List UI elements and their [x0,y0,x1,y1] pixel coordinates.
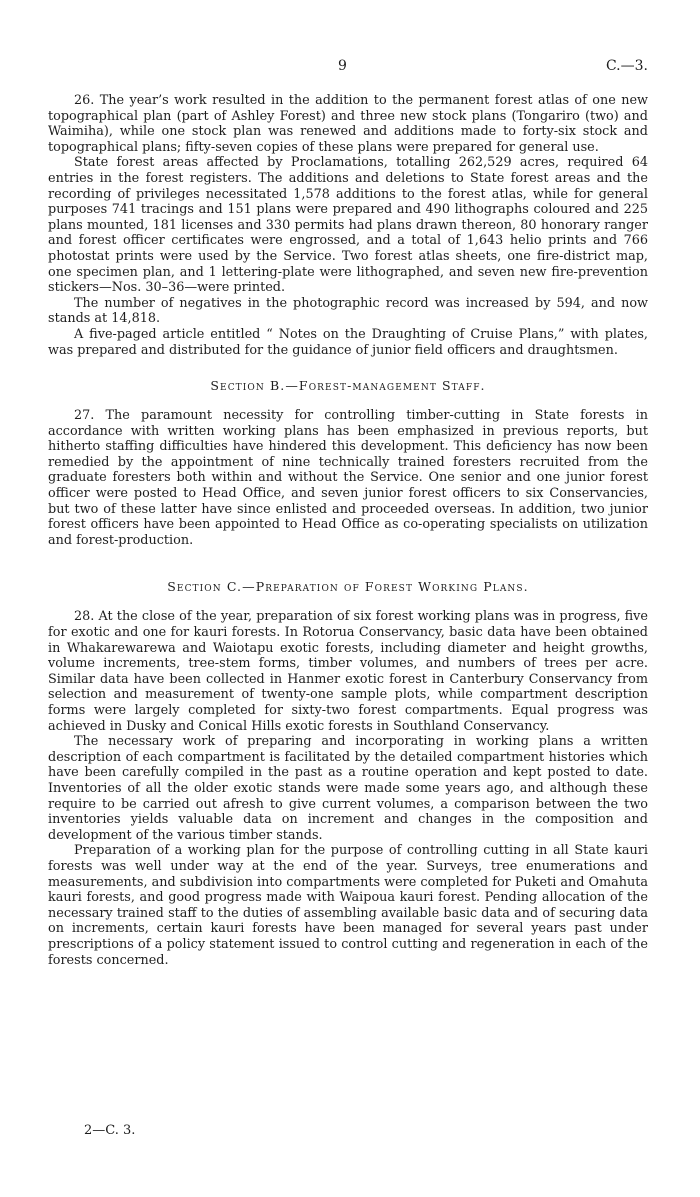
paragraph-28-compartments: The necessary work of preparing and incorporating in working plans a written description of each compartment is facilitated by the detailed compartment histories which have been carefully compiled in the past as a routine operation and kept posted to date. Inventories of all the older exotic stands were made some years ago, and although these require to be carried out afresh to give current volumes, a comparison between the two inventories yields valuable data on increment and changes in the composition and development of the various timber stands. [48,734,648,843]
paragraph-28-kauri: Preparation of a working plan for the purpose of controlling cutting in all State kauri forests was well under way at the end of the year. Surveys, tree enumerations and measurements, and subdivision into compartments were completed for Puketi and Omahuta kauri forests, and good progress made with Waipoua kauri forest. Pending allocation of the necessary trained staff to the duties of assembling available basic data and of securing data on increments, certain kauri forests have been managed for several years past under prescriptions of a policy statement issued to control cutting and regeneration in each of the forests concerned. [48,843,648,968]
page-footer-signature: 2—C. 3. [84,1123,136,1138]
paragraph-26-article: A five-paged article entitled “ Notes on the Draughting of Cruise Plans,” with plates, was prepared and distributed for the guidance of junior field officers and draughtsmen. [48,326,648,358]
paragraph-26-forest-areas: State forest areas affected by Proclamations, totalling 262,529 acres, required 64 entries in the forest registers. The additions and deletions to State forest areas and the recording of privileges necessitated 1,578 additions to the forest atlas, while for general purposes 741 tracings and 151 plans were prepared and 490 lithographs coloured and 225 plans mounted, 181 licenses and 330 permits had plans drawn thereon, 80 honorary ranger and forest officer certificates were engrossed, and a total of 1,643 helio prints and 766 photostat prints were used by the Service. Two forest atlas sheets, one fire-district map, one specimen plan, and 1 lettering-plate were lithographed, and seven new fire-prevention stickers—Nos. 30–36—were printed. [48,155,648,296]
paragraph-26-negatives: The number of negatives in the photographic record was increased by 594, and now stands at 14,818. [48,295,648,327]
paragraph-28: 28. At the close of the year, preparation of six forest working plans was in progress, five for exotic and one for kauri forests. In Rotorua Conservancy, basic data have been obtained in Whakarewarewa and Waiotapu exotic forests, including diameter and height growths, volume increments, tree-stem forms, timber volumes, and numbers of trees per acre. Similar data have been collected in Hanmer exotic forest in Canterbury Conservancy from selection and measurement of twenty-one sample plots, while compartment description forms were largely completed for sixty-two forest compartments. Equal progress was achieved in Dusky and Conical Hills exotic forests in Southland Conservancy. [48,609,648,734]
document-body [48,93,648,968]
page-number: 9 [338,58,347,74]
document-reference: C.—3. [605,58,648,74]
paragraph-26: 26. The year’s work resulted in the addition to the permanent forest atlas of one new topographical plan (part of Ashley Forest) and three new stock plans (Tongariro (two) and Waimiha), while one stock plan was renewed and additions made to forty-six stock and topographical plans; fifty-seven copies of these plans were prepared for general use. [48,93,648,155]
section-b-heading: Section B.—Forest-management Staff. [210,378,486,394]
section-c-heading: Section C.—Preparation of Forest Working Plans. [167,579,529,595]
paragraph-27: 27. The paramount necessity for controlling timber-cutting in State forests in accordance with written working plans has been emphasized in previous reports, but hitherto staffing difficulties have hindered this development. This deficiency has now been remedied by the appointment of nine technically trained foresters recruited from the graduate foresters both within and without the Service. One senior and one junior forest officer were posted to Head Office, and seven junior forest officers to six Conservancies, but two of these latter have since enlisted and proceeded overseas. In addition, two junior forest officers have been appointed to Head Office as co-operating specialists on utilization and forest-production. [48,408,648,548]
